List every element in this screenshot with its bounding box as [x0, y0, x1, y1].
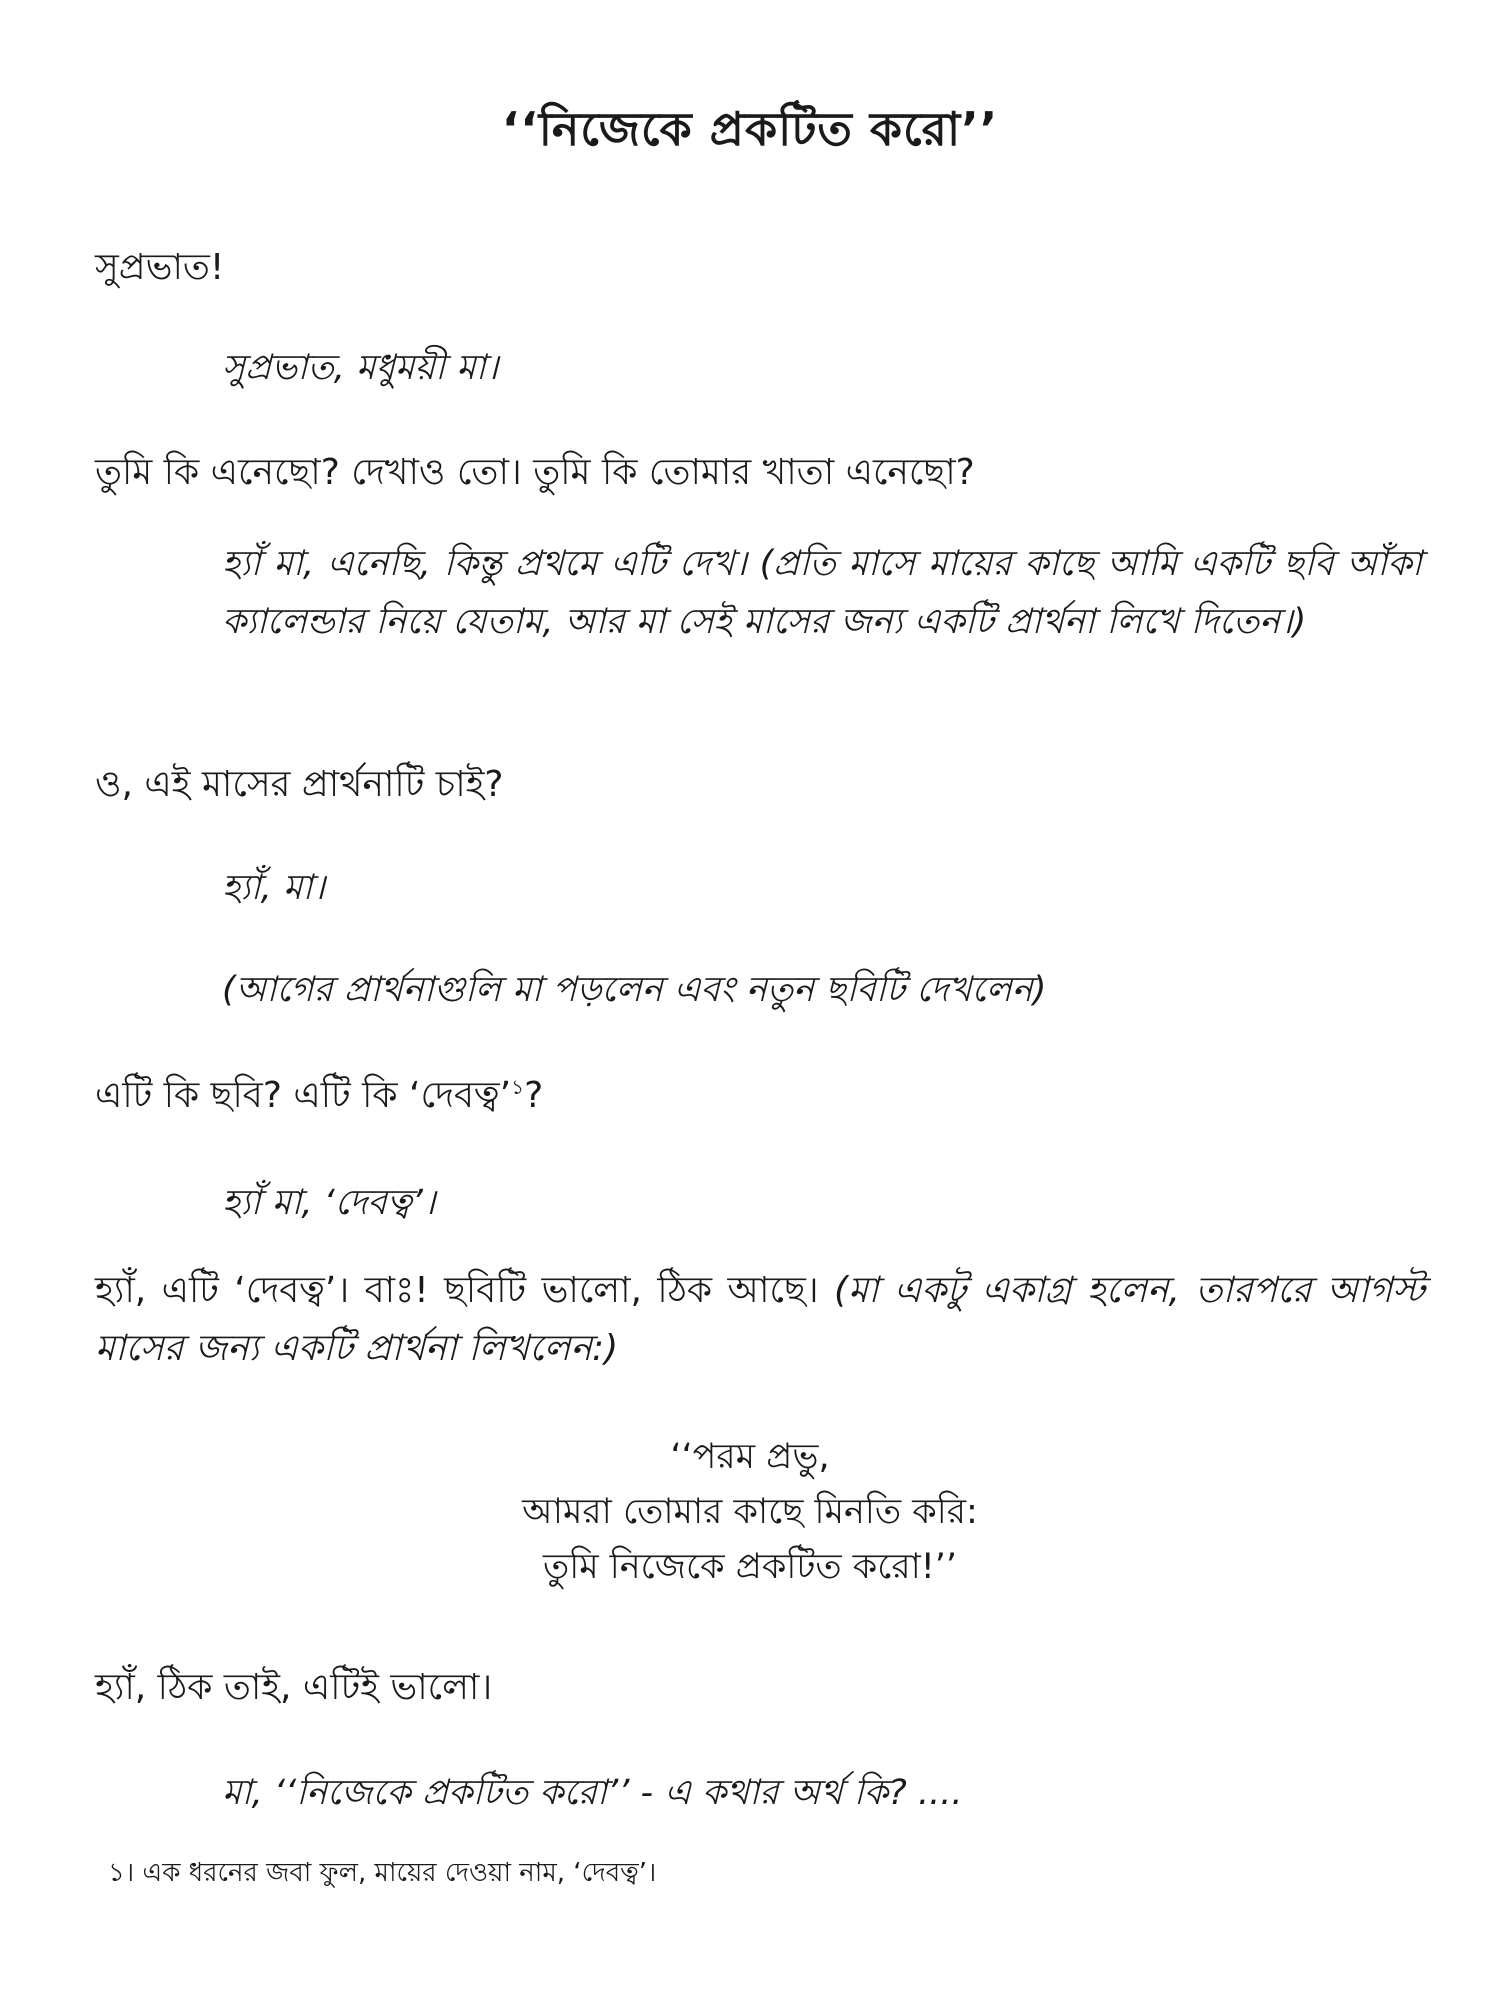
footnote: ১। এক ধরনের জবা ফুল, মায়ের দেওয়া নাম, ‘দেবত্ব’। — [108, 1858, 657, 1888]
dialogue-mother-4 — [95, 1068, 543, 1128]
page-title: ‘‘নিজেকে প্রকটিত করো’’ — [501, 102, 999, 156]
dialogue-mother-5 — [95, 1262, 1425, 1378]
footnote-marker: ১ — [511, 1075, 525, 1099]
prayer-line-1: ‘‘পরম প্রভু, — [670, 1437, 830, 1477]
dialogue-mother-4-end: ? — [524, 1075, 544, 1116]
dialogue-child-2: হ্যাঁ মা, এনেছি, কিন্তু প্রথমে এটি দেখ। (প্রতি মাসে মায়ের কাছে আমি একটি ছবি আঁকা ক্যালেন্ডার নিয়ে যেতাম, আর মা সেই মাসের জন্য একটি প্রার্থনা লিখে দিতেন।) — [222, 544, 1422, 642]
dialogue-mother-2: তুমি কি এনেছো? দেখাও তো। তুমি কি তোমার খাতা এনেছো? — [95, 452, 975, 493]
dialogue-child-5: মা, ‘‘নিজেকে প্রকটিত করো’’ - এ কথার অর্থ কি? .... — [222, 1773, 963, 1813]
dialogue-child-1: সুপ্রভাত, মধুময়ী মা। — [222, 348, 499, 388]
stage-direction-2: (মা একটু একাগ্র হলেন, তারপরে আগস্ট মাসের জন্য একটি প্রার্থনা লিখলেন:) — [95, 1270, 1425, 1369]
dialogue-child-3: হ্যাঁ, মা। — [222, 868, 326, 908]
dialogue-mother-5-text: হ্যাঁ, এটি ‘দেবত্ব’। বাঃ! ছবিটি ভালো, ঠিক আছে। — [95, 1270, 819, 1311]
prayer-line-2: আমরা তোমার কাছে মিনতি করি: — [522, 1492, 978, 1532]
prayer-block — [0, 1430, 1500, 1595]
dialogue-mother-4-text: এটি কি ছবি? এটি কি ‘দেবত্ব’ — [95, 1075, 512, 1116]
dialogue-mother-6: হ্যাঁ, ঠিক তাই, এটিই ভালো। — [95, 1667, 493, 1708]
prayer-line-3: তুমি নিজেকে প্রকটিত করো!’’ — [542, 1547, 958, 1587]
dialogue-child-4: হ্যাঁ মা, ‘দেবত্ব’। — [222, 1183, 436, 1223]
stage-direction-1: (আগের প্রার্থনাগুলি মা পড়লেন এবং নতুন ছবিটি দেখলেন) — [222, 970, 1047, 1010]
dialogue-mother-3: ও, এই মাসের প্রার্থনাটি চাই? — [95, 764, 504, 805]
dialogue-mother-1: সুপ্রভাত! — [95, 247, 225, 288]
